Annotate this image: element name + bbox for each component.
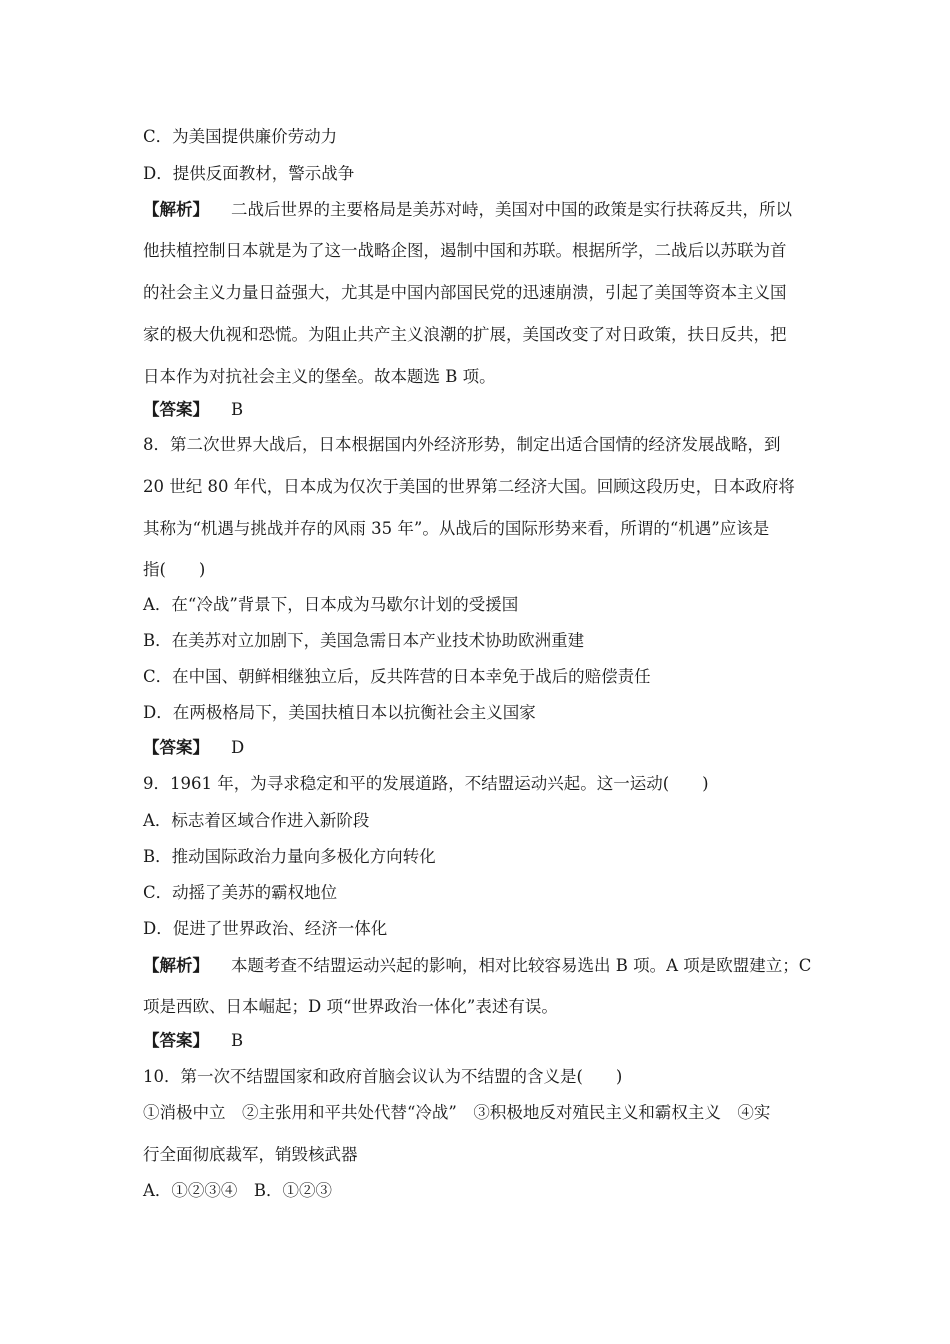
q8-stem-line: 指( ) [143, 560, 206, 579]
answer-label: 【答案】 [143, 1031, 209, 1050]
q8-option-d: D．在两极格局下，美国扶植日本以抗衡社会主义国家 [143, 703, 536, 722]
q7-option-d: D．提供反面教材，警示战争 [143, 164, 355, 183]
q8-stem-line: 其称为“机遇与挑战并存的风雨 35 年”。从战后的国际形势来看，所谓的“机遇”应该是 [143, 519, 770, 538]
q7-analysis-line: 家的极大仇视和恐慌。为阻止共产主义浪潮的扩展，美国改变了对日政策，扶日反共，把 [143, 325, 787, 344]
q9-option-a: A．标志着区域合作进入新阶段 [143, 811, 370, 830]
q7-answer [143, 399, 243, 421]
q9-answer [143, 1030, 243, 1052]
q9-option-b: B．推动国际政治力量向多极化方向转化 [143, 847, 436, 866]
analysis-label: 【解析】 [143, 200, 209, 219]
q7-analysis-line: 他扶植控制日本就是为了这一战略企图，遏制中国和苏联。根据所学，二战后以苏联为首 [143, 241, 787, 260]
q8-option-b: B．在美苏对立加剧下，美国急需日本产业技术协助欧洲重建 [143, 631, 585, 650]
q7-analysis-line: 日本作为对抗社会主义的堡垒。故本题选 B 项。 [143, 367, 496, 386]
answer-value: D [231, 738, 245, 757]
answer-value: B [231, 1031, 244, 1050]
q8-stem-line: 20 世纪 80 年代，日本成为仅次于美国的世界第二经济大国。回顾这段历史，日本政府将 [143, 477, 795, 496]
q10-stem: 10．第一次不结盟国家和政府首脑会议认为不结盟的含义是( ) [143, 1067, 623, 1086]
q9-analysis-line [143, 955, 811, 977]
q8-stem-line: 8．第二次世界大战后，日本根据国内外经济形势，制定出适合国情的经济发展战略，到 [143, 435, 781, 454]
q10-items-line: 行全面彻底裁军，销毁核武器 [143, 1145, 358, 1164]
q9-stem: 9．1961 年，为寻求稳定和平的发展道路，不结盟运动兴起。这一运动( ) [143, 774, 709, 793]
q7-analysis-line [143, 199, 792, 221]
q8-answer [143, 737, 244, 759]
analysis-label: 【解析】 [143, 956, 209, 975]
answer-value: B [231, 400, 244, 419]
analysis-text: 二战后世界的主要格局是美苏对峙，美国对中国的政策是实行扶蒋反共，所以 [231, 200, 792, 219]
answer-label: 【答案】 [143, 738, 209, 757]
q9-analysis-line: 项是西欧、日本崛起；D 项“世界政治一体化”表述有误。 [143, 997, 558, 1016]
q8-option-c: C．在中国、朝鲜相继独立后，反共阵营的日本幸免于战后的赔偿责任 [143, 667, 651, 686]
answer-label: 【答案】 [143, 400, 209, 419]
q9-option-c: C．动摇了美苏的霸权地位 [143, 883, 338, 902]
q10-items-line: ①消极中立 ②主张用和平共处代替“冷战” ③积极地反对殖民主义和霸权主义 ④实 [143, 1103, 771, 1122]
q9-option-d: D．促进了世界政治、经济一体化 [143, 919, 388, 938]
q8-option-a: A．在“冷战”背景下，日本成为马歇尔计划的受援国 [143, 595, 519, 614]
q10-options: A．①②③④ B．①②③ [143, 1181, 333, 1200]
q7-analysis-line: 的社会主义力量日益强大，尤其是中国内部国民党的迅速崩溃，引起了美国等资本主义国 [143, 283, 787, 302]
analysis-text: 本题考查不结盟运动兴起的影响，相对比较容易选出 B 项。A 项是欧盟建立；C [231, 956, 812, 975]
q7-option-c: C．为美国提供廉价劳动力 [143, 127, 338, 146]
